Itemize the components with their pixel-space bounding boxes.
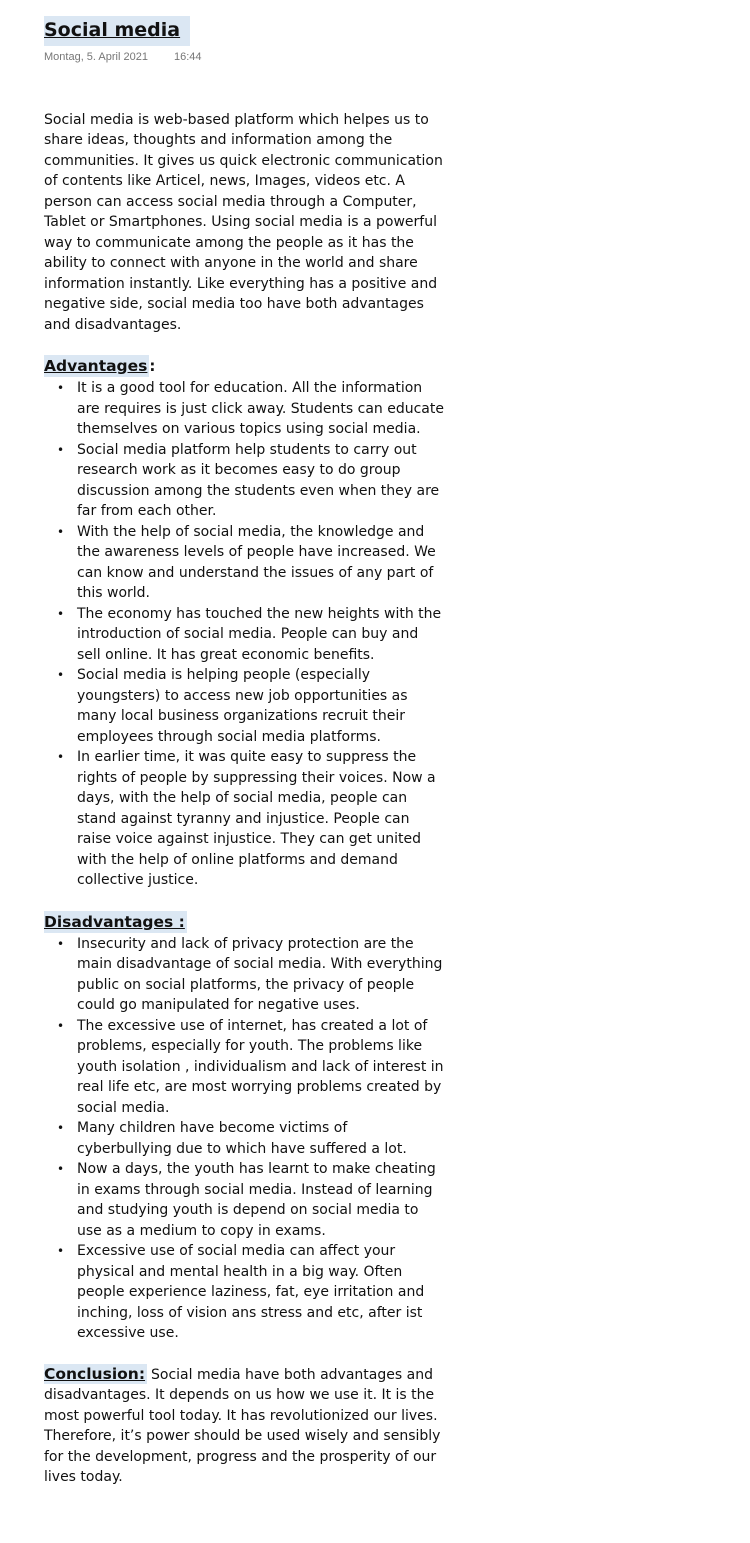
note-time: 16:44 <box>173 50 202 63</box>
note-metadata <box>44 50 444 64</box>
conclusion-heading-label: Conclusion: <box>44 1364 146 1383</box>
bullet-icon: • <box>57 750 65 764</box>
list-item-text: Many children have become victims of cyberbullying due to which have suffered a lot. <box>77 1120 407 1157</box>
bullet-icon: • <box>57 606 65 621</box>
list-item[interactable] <box>44 1241 444 1344</box>
list-item-text: The excessive use of internet, has created a lot of problems, especially for youth. The problems like youth isolation , individualism and lack of interest in real life etc, are most worrying problems created by social media. <box>77 1017 444 1116</box>
bullet-icon: • <box>57 668 65 682</box>
title-highlight <box>44 16 190 46</box>
list-item-text: Now a days, the youth has learnt to make cheating in exams through social media. Instead of learning and studying youth is depend on social media to use as a medium to copy in exams. <box>77 1161 436 1239</box>
list-item-text: Social media is helping people (especially youngsters) to access new job opportunities as many local business organizations recruit their employees through social media platforms. <box>77 667 408 745</box>
list-item[interactable] <box>44 747 444 891</box>
list-item[interactable] <box>44 604 444 666</box>
disadvantages-list <box>44 934 444 1344</box>
conclusion-paragraph[interactable] <box>44 1364 444 1488</box>
bullet-icon: • <box>57 524 65 539</box>
list-item-text: In earlier time, it was quite easy to suppress the rights of people by suppressing their voices. Now a days, with the help of social media, people can stand against tyranny and injustice. People can raise voice against injustice. They can get united with the help of online platforms and demand collective justice. <box>77 749 436 888</box>
list-item[interactable] <box>44 378 444 440</box>
bullet-icon: • <box>57 1121 65 1135</box>
note-date: Montag, 5. April 2021 <box>44 50 148 63</box>
bullet-icon: • <box>57 381 65 395</box>
note-page <box>44 16 444 1488</box>
advantages-list <box>44 378 444 891</box>
list-item[interactable] <box>44 522 444 604</box>
list-item[interactable] <box>44 440 444 522</box>
disadvantages-heading-label[interactable]: Disadvantages : <box>44 912 185 931</box>
advantages-heading <box>44 355 444 378</box>
list-item-text: It is a good tool for education. All the information are requires is just click away. Students can educate themselves on various topics using social media. <box>77 380 444 437</box>
list-item-text: With the help of social media, the knowledge and the awareness levels of people have increased. We can know and understand the issues of any part of this world. <box>77 523 436 601</box>
disadvantages-heading <box>44 911 444 934</box>
page-title[interactable]: Social media <box>44 19 181 41</box>
list-item-text: Excessive use of social media can affect your physical and mental health in a big way. Often people experience laziness, fat, eye irritation and inching, loss of vision ans stress and etc, after ist excessive use. <box>77 1243 425 1341</box>
list-item[interactable] <box>44 934 444 1016</box>
bullet-icon: • <box>57 1018 65 1033</box>
list-item[interactable] <box>44 1118 444 1159</box>
bullet-icon: • <box>57 1162 65 1176</box>
bullet-icon: • <box>57 442 65 457</box>
list-item-text: Social media platform help students to carry out research work as it becomes easy to do group discussion among the students even when they are far from each other. <box>77 441 440 519</box>
list-item[interactable] <box>44 665 444 747</box>
bullet-icon: • <box>57 1244 65 1258</box>
advantages-heading-label[interactable]: Advantages <box>44 357 148 375</box>
list-item[interactable] <box>44 1016 444 1119</box>
list-item-text: Insecurity and lack of privacy protection are the main disadvantage of social media. With everything public on social platforms, the privacy of people could go manipulated for negative uses. <box>77 935 443 1013</box>
intro-paragraph[interactable]: Social media is web-based platform which helpes us to share ideas, thoughts and information among the communities. It gives us quick electronic communication of contents like Articel, news, Images, videos etc. A person can access social media through a Computer, Tablet or Smartphones. Using social media is a powerful way to communicate among the people as it has the ability to connect with anyone in the world and share information instantly. Like everything has a positive and negative side, social media too have both advantages and disadvantages. <box>44 111 443 333</box>
list-item-text: The economy has touched the new heights with the introduction of social media. People can buy and sell online. It has great economic benefits. <box>77 605 442 663</box>
list-item[interactable] <box>44 1159 444 1241</box>
advantages-heading-colon: : <box>149 357 156 375</box>
conclusion-text: Social media have both advantages and disadvantages. It depends on us how we use it. It is the most powerful tool today. It has revolutionized our lives. Therefore, it’s power should be used wisely and sensibly for the development, progress and the prosperity of our lives today. <box>44 1366 441 1485</box>
bullet-icon: • <box>57 936 65 951</box>
